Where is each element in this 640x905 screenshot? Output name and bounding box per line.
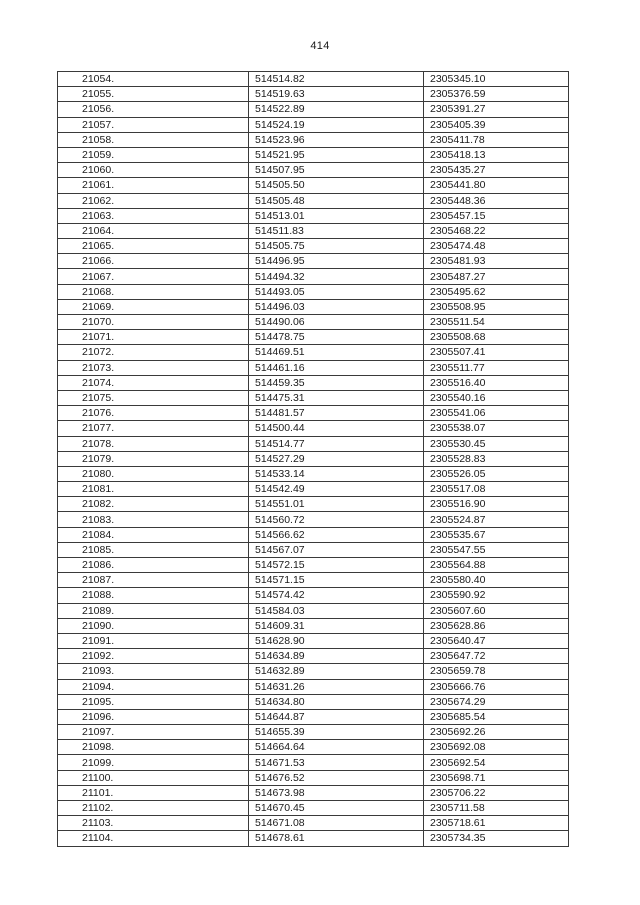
point-number-cell: 21056. xyxy=(58,102,249,117)
x-coordinate-cell: 514459.35 xyxy=(249,375,424,390)
table-row xyxy=(58,785,569,800)
point-number-cell: 21071. xyxy=(58,330,249,345)
y-coordinate-cell: 2305508.68 xyxy=(424,330,569,345)
point-number-cell: 21075. xyxy=(58,390,249,405)
y-coordinate-cell: 2305628.86 xyxy=(424,618,569,633)
table-row xyxy=(58,694,569,709)
y-coordinate-cell: 2305516.90 xyxy=(424,497,569,512)
point-number-cell: 21074. xyxy=(58,375,249,390)
x-coordinate-cell: 514628.90 xyxy=(249,633,424,648)
y-coordinate-cell: 2305507.41 xyxy=(424,345,569,360)
point-number-cell: 21100. xyxy=(58,770,249,785)
y-coordinate-cell: 2305538.07 xyxy=(424,421,569,436)
table-row xyxy=(58,193,569,208)
x-coordinate-cell: 514505.75 xyxy=(249,239,424,254)
x-coordinate-cell: 514572.15 xyxy=(249,558,424,573)
table-row xyxy=(58,497,569,512)
point-number-cell: 21079. xyxy=(58,451,249,466)
x-coordinate-cell: 514551.01 xyxy=(249,497,424,512)
x-coordinate-cell: 514507.95 xyxy=(249,163,424,178)
y-coordinate-cell: 2305734.35 xyxy=(424,831,569,846)
point-number-cell: 21064. xyxy=(58,223,249,238)
table-row xyxy=(58,725,569,740)
y-coordinate-cell: 2305526.05 xyxy=(424,466,569,481)
y-coordinate-cell: 2305391.27 xyxy=(424,102,569,117)
point-number-cell: 21061. xyxy=(58,178,249,193)
table-row xyxy=(58,315,569,330)
point-number-cell: 21093. xyxy=(58,664,249,679)
point-number-cell: 21104. xyxy=(58,831,249,846)
point-number-cell: 21085. xyxy=(58,542,249,557)
y-coordinate-cell: 2305528.83 xyxy=(424,451,569,466)
table-row xyxy=(58,542,569,557)
point-number-cell: 21095. xyxy=(58,694,249,709)
x-coordinate-cell: 514678.61 xyxy=(249,831,424,846)
y-coordinate-cell: 2305540.16 xyxy=(424,390,569,405)
point-number-cell: 21067. xyxy=(58,269,249,284)
x-coordinate-cell: 514475.31 xyxy=(249,390,424,405)
y-coordinate-cell: 2305457.15 xyxy=(424,208,569,223)
point-number-cell: 21102. xyxy=(58,801,249,816)
table-row xyxy=(58,482,569,497)
x-coordinate-cell: 514496.95 xyxy=(249,254,424,269)
point-number-cell: 21072. xyxy=(58,345,249,360)
table-row xyxy=(58,603,569,618)
y-coordinate-cell: 2305511.54 xyxy=(424,315,569,330)
y-coordinate-cell: 2305607.60 xyxy=(424,603,569,618)
point-number-cell: 21101. xyxy=(58,785,249,800)
point-number-cell: 21081. xyxy=(58,482,249,497)
table-row xyxy=(58,801,569,816)
x-coordinate-cell: 514542.49 xyxy=(249,482,424,497)
table-row xyxy=(58,709,569,724)
table-row xyxy=(58,72,569,87)
point-number-cell: 21086. xyxy=(58,558,249,573)
y-coordinate-cell: 2305468.22 xyxy=(424,223,569,238)
point-number-cell: 21068. xyxy=(58,284,249,299)
x-coordinate-cell: 514560.72 xyxy=(249,512,424,527)
x-coordinate-cell: 514670.45 xyxy=(249,801,424,816)
y-coordinate-cell: 2305535.67 xyxy=(424,527,569,542)
y-coordinate-cell: 2305448.36 xyxy=(424,193,569,208)
point-number-cell: 21063. xyxy=(58,208,249,223)
x-coordinate-cell: 514584.03 xyxy=(249,603,424,618)
y-coordinate-cell: 2305411.78 xyxy=(424,132,569,147)
x-coordinate-cell: 514478.75 xyxy=(249,330,424,345)
x-coordinate-cell: 514655.39 xyxy=(249,725,424,740)
x-coordinate-cell: 514524.19 xyxy=(249,117,424,132)
y-coordinate-cell: 2305530.45 xyxy=(424,436,569,451)
table-row xyxy=(58,816,569,831)
x-coordinate-cell: 514493.05 xyxy=(249,284,424,299)
point-number-cell: 21080. xyxy=(58,466,249,481)
table-row xyxy=(58,132,569,147)
y-coordinate-cell: 2305685.54 xyxy=(424,709,569,724)
x-coordinate-cell: 514505.50 xyxy=(249,178,424,193)
x-coordinate-cell: 514664.64 xyxy=(249,740,424,755)
table-row xyxy=(58,466,569,481)
y-coordinate-cell: 2305511.77 xyxy=(424,360,569,375)
table-body xyxy=(58,72,569,847)
x-coordinate-cell: 514609.31 xyxy=(249,618,424,633)
point-number-cell: 21090. xyxy=(58,618,249,633)
x-coordinate-cell: 514505.48 xyxy=(249,193,424,208)
x-coordinate-cell: 514490.06 xyxy=(249,315,424,330)
x-coordinate-cell: 514461.16 xyxy=(249,360,424,375)
point-number-cell: 21096. xyxy=(58,709,249,724)
point-number-cell: 21066. xyxy=(58,254,249,269)
x-coordinate-cell: 514527.29 xyxy=(249,451,424,466)
table-row xyxy=(58,512,569,527)
point-number-cell: 21060. xyxy=(58,163,249,178)
x-coordinate-cell: 514500.44 xyxy=(249,421,424,436)
point-number-cell: 21065. xyxy=(58,239,249,254)
x-coordinate-cell: 514522.89 xyxy=(249,102,424,117)
point-number-cell: 21073. xyxy=(58,360,249,375)
y-coordinate-cell: 2305698.71 xyxy=(424,770,569,785)
y-coordinate-cell: 2305541.06 xyxy=(424,406,569,421)
x-coordinate-cell: 514523.96 xyxy=(249,132,424,147)
y-coordinate-cell: 2305580.40 xyxy=(424,573,569,588)
y-coordinate-cell: 2305692.54 xyxy=(424,755,569,770)
table-row xyxy=(58,451,569,466)
x-coordinate-cell: 514574.42 xyxy=(249,588,424,603)
table-row xyxy=(58,223,569,238)
table-row xyxy=(58,740,569,755)
point-number-cell: 21057. xyxy=(58,117,249,132)
y-coordinate-cell: 2305516.40 xyxy=(424,375,569,390)
point-number-cell: 21054. xyxy=(58,72,249,87)
x-coordinate-cell: 514514.77 xyxy=(249,436,424,451)
y-coordinate-cell: 2305441.80 xyxy=(424,178,569,193)
x-coordinate-cell: 514676.52 xyxy=(249,770,424,785)
y-coordinate-cell: 2305474.48 xyxy=(424,239,569,254)
x-coordinate-cell: 514634.80 xyxy=(249,694,424,709)
point-number-cell: 21099. xyxy=(58,755,249,770)
y-coordinate-cell: 2305405.39 xyxy=(424,117,569,132)
table-row xyxy=(58,664,569,679)
y-coordinate-cell: 2305674.29 xyxy=(424,694,569,709)
y-coordinate-cell: 2305547.55 xyxy=(424,542,569,557)
point-number-cell: 21094. xyxy=(58,679,249,694)
y-coordinate-cell: 2305590.92 xyxy=(424,588,569,603)
y-coordinate-cell: 2305517.08 xyxy=(424,482,569,497)
y-coordinate-cell: 2305718.61 xyxy=(424,816,569,831)
x-coordinate-cell: 514494.32 xyxy=(249,269,424,284)
coordinates-table xyxy=(57,71,569,847)
y-coordinate-cell: 2305508.95 xyxy=(424,299,569,314)
table-row xyxy=(58,649,569,664)
table-row xyxy=(58,390,569,405)
x-coordinate-cell: 514514.82 xyxy=(249,72,424,87)
table-row xyxy=(58,633,569,648)
x-coordinate-cell: 514533.14 xyxy=(249,466,424,481)
y-coordinate-cell: 2305692.26 xyxy=(424,725,569,740)
table-row xyxy=(58,208,569,223)
y-coordinate-cell: 2305647.72 xyxy=(424,649,569,664)
y-coordinate-cell: 2305711.58 xyxy=(424,801,569,816)
point-number-cell: 21088. xyxy=(58,588,249,603)
y-coordinate-cell: 2305495.62 xyxy=(424,284,569,299)
point-number-cell: 21091. xyxy=(58,633,249,648)
x-coordinate-cell: 514566.62 xyxy=(249,527,424,542)
y-coordinate-cell: 2305659.78 xyxy=(424,664,569,679)
table-row xyxy=(58,299,569,314)
y-coordinate-cell: 2305666.76 xyxy=(424,679,569,694)
table-row xyxy=(58,421,569,436)
y-coordinate-cell: 2305692.08 xyxy=(424,740,569,755)
x-coordinate-cell: 514671.08 xyxy=(249,816,424,831)
x-coordinate-cell: 514481.57 xyxy=(249,406,424,421)
x-coordinate-cell: 514469.51 xyxy=(249,345,424,360)
table-row xyxy=(58,163,569,178)
table-row xyxy=(58,284,569,299)
x-coordinate-cell: 514673.98 xyxy=(249,785,424,800)
x-coordinate-cell: 514513.01 xyxy=(249,208,424,223)
table-row xyxy=(58,360,569,375)
table-row xyxy=(58,679,569,694)
table-row xyxy=(58,618,569,633)
x-coordinate-cell: 514632.89 xyxy=(249,664,424,679)
point-number-cell: 21098. xyxy=(58,740,249,755)
point-number-cell: 21084. xyxy=(58,527,249,542)
point-number-cell: 21070. xyxy=(58,315,249,330)
table-row xyxy=(58,755,569,770)
table-row xyxy=(58,117,569,132)
x-coordinate-cell: 514496.03 xyxy=(249,299,424,314)
point-number-cell: 21062. xyxy=(58,193,249,208)
point-number-cell: 21082. xyxy=(58,497,249,512)
page-number: 414 xyxy=(310,40,330,52)
x-coordinate-cell: 514519.63 xyxy=(249,87,424,102)
point-number-cell: 21083. xyxy=(58,512,249,527)
point-number-cell: 21097. xyxy=(58,725,249,740)
x-coordinate-cell: 514511.83 xyxy=(249,223,424,238)
table-row xyxy=(58,345,569,360)
table-row xyxy=(58,770,569,785)
table-row xyxy=(58,831,569,846)
point-number-cell: 21087. xyxy=(58,573,249,588)
table-row xyxy=(58,254,569,269)
x-coordinate-cell: 514634.89 xyxy=(249,649,424,664)
x-coordinate-cell: 514631.26 xyxy=(249,679,424,694)
point-number-cell: 21058. xyxy=(58,132,249,147)
point-number-cell: 21055. xyxy=(58,87,249,102)
x-coordinate-cell: 514671.53 xyxy=(249,755,424,770)
y-coordinate-cell: 2305345.10 xyxy=(424,72,569,87)
y-coordinate-cell: 2305706.22 xyxy=(424,785,569,800)
table-row xyxy=(58,269,569,284)
table-row xyxy=(58,406,569,421)
point-number-cell: 21077. xyxy=(58,421,249,436)
table-row xyxy=(58,147,569,162)
y-coordinate-cell: 2305418.13 xyxy=(424,147,569,162)
table-row xyxy=(58,588,569,603)
table-row xyxy=(58,573,569,588)
table-row xyxy=(58,558,569,573)
table-row xyxy=(58,178,569,193)
table-row xyxy=(58,87,569,102)
table-row xyxy=(58,527,569,542)
table-row xyxy=(58,436,569,451)
point-number-cell: 21089. xyxy=(58,603,249,618)
table-row xyxy=(58,102,569,117)
point-number-cell: 21076. xyxy=(58,406,249,421)
table-row xyxy=(58,330,569,345)
point-number-cell: 21092. xyxy=(58,649,249,664)
table-row xyxy=(58,375,569,390)
point-number-cell: 21069. xyxy=(58,299,249,314)
table-row xyxy=(58,239,569,254)
y-coordinate-cell: 2305640.47 xyxy=(424,633,569,648)
x-coordinate-cell: 514521.95 xyxy=(249,147,424,162)
x-coordinate-cell: 514644.87 xyxy=(249,709,424,724)
point-number-cell: 21103. xyxy=(58,816,249,831)
y-coordinate-cell: 2305376.59 xyxy=(424,87,569,102)
point-number-cell: 21059. xyxy=(58,147,249,162)
y-coordinate-cell: 2305487.27 xyxy=(424,269,569,284)
x-coordinate-cell: 514571.15 xyxy=(249,573,424,588)
x-coordinate-cell: 514567.07 xyxy=(249,542,424,557)
y-coordinate-cell: 2305481.93 xyxy=(424,254,569,269)
point-number-cell: 21078. xyxy=(58,436,249,451)
y-coordinate-cell: 2305524.87 xyxy=(424,512,569,527)
y-coordinate-cell: 2305435.27 xyxy=(424,163,569,178)
y-coordinate-cell: 2305564.88 xyxy=(424,558,569,573)
